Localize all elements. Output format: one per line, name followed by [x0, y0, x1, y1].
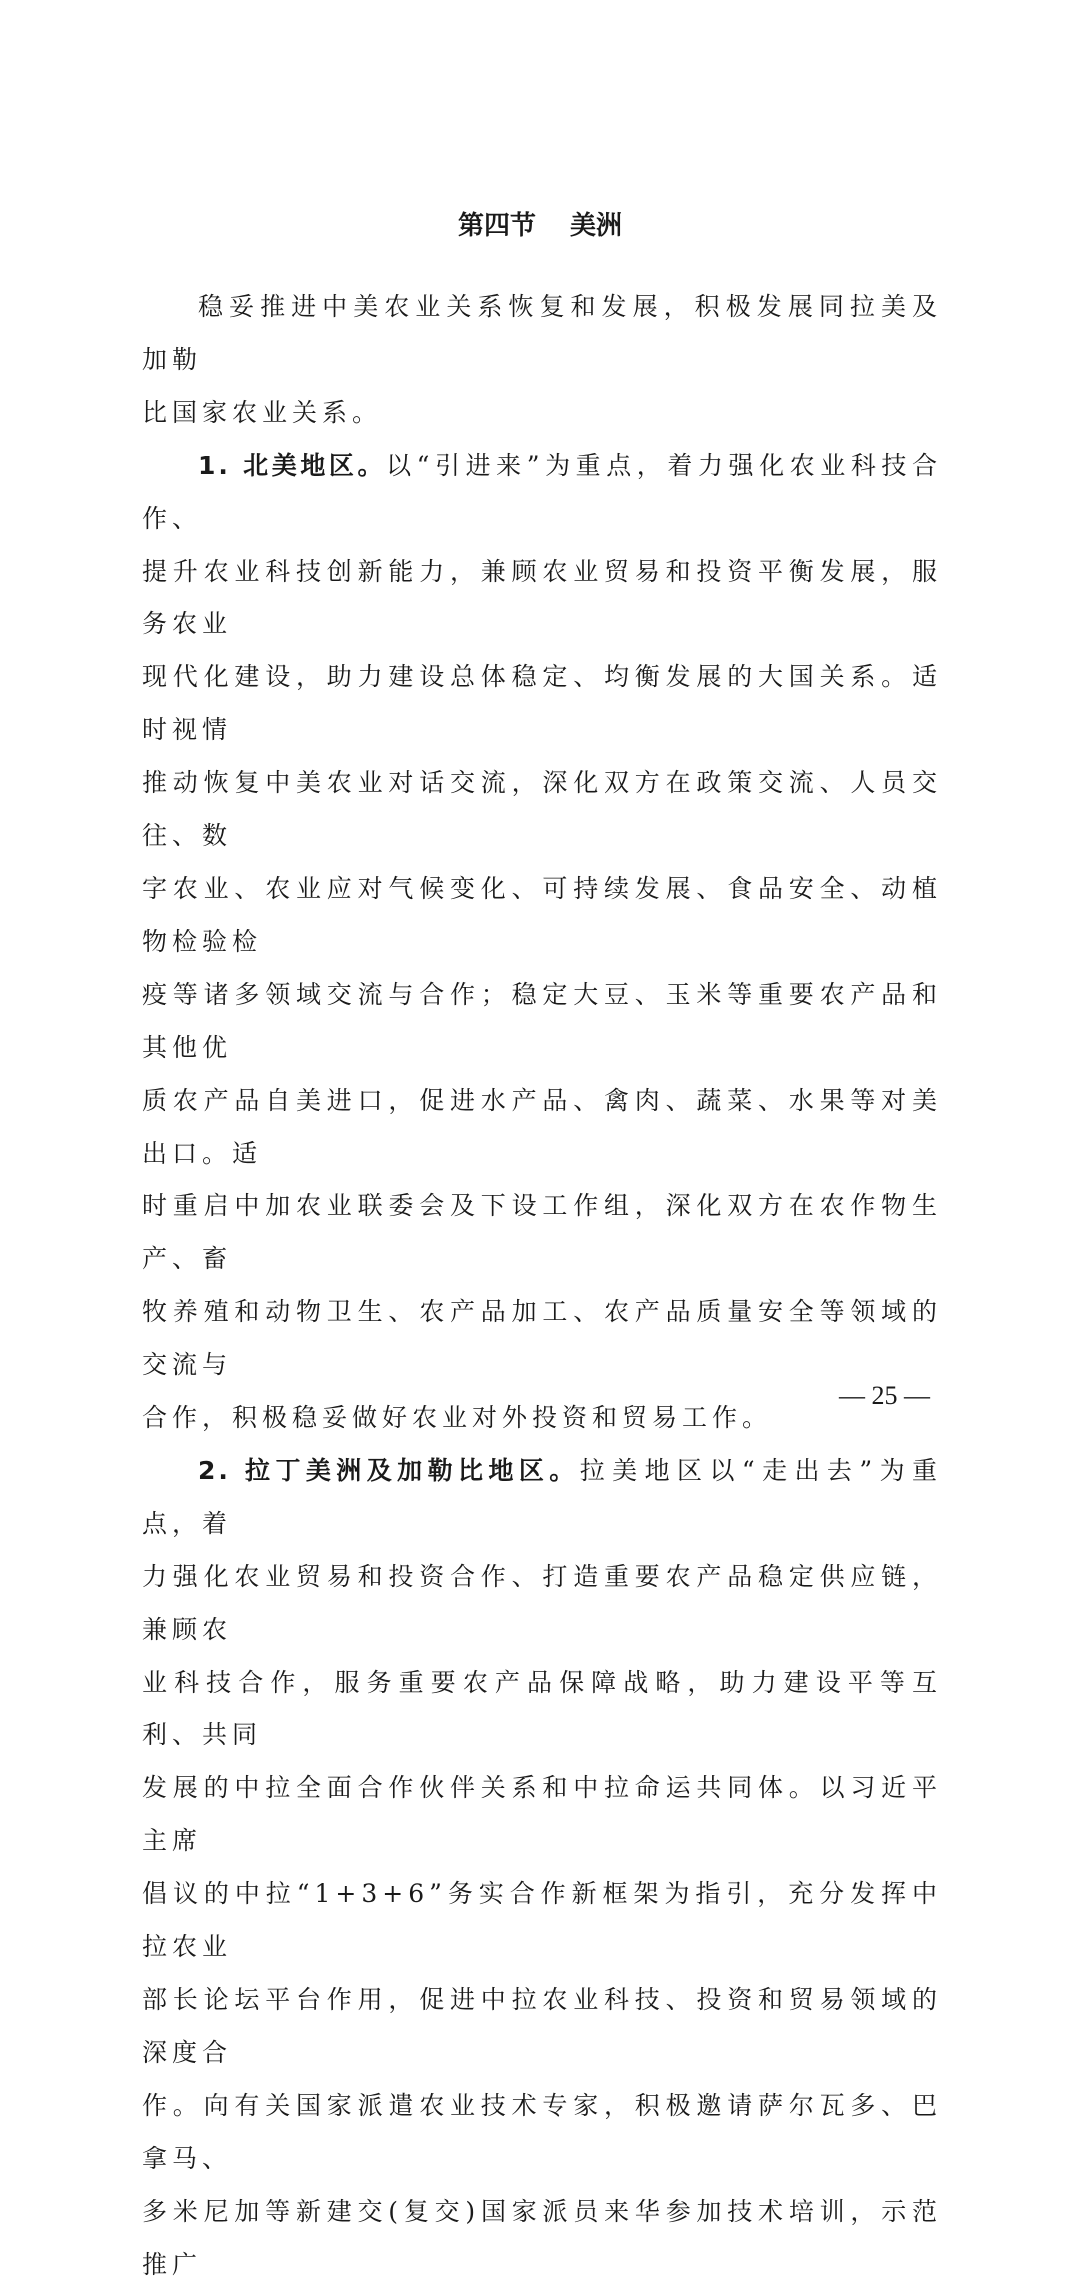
paragraph-intro: [142, 281, 942, 440]
paragraph-north-america-lead: 1. 北美地区。: [198, 450, 387, 480]
section-heading: [0, 200, 1080, 252]
paragraph-latin-america-text: 拉美地区以“走出去”为重点，着 力强化农业贸易和投资合作、打造重要农产品稳定供应链，兼顾农 业科技合作，服务重要农产品保障战略，助力建设平等互利、共同 发展的中拉全面合作伙伴关系和中拉命运共同体。以习近平主席 倡议的中拉“1+3+6”务实合作新框架为指引，充分发挥中拉农业 部长论坛平台作用，促进中拉农业科技、投资和贸易领域的深度合 作。向有关国家派遣农业技术专家，积极邀请萨尔瓦多、巴拿马、 多米尼加等新建交(复交)国家派员来华参加技术培训，示范推广: [142, 1455, 942, 2279]
paragraph-north-america: [142, 440, 942, 1445]
body-text: [142, 281, 942, 2291]
paragraph-intro-text: 稳妥推进中美农业关系恢复和发展，积极发展同拉美及加勒 比国家农业关系。: [142, 292, 942, 427]
paragraph-latin-america-lead: 2. 拉丁美洲及加勒比地区。: [198, 1455, 580, 1485]
paragraph-latin-america: [142, 1445, 942, 2291]
paragraph-north-america-text: 以“引进来”为重点，着力强化农业科技合作、 提升农业科技创新能力，兼顾农业贸易和投资平衡发展，服务农业 现代化建设，助力建设总体稳定、均衡发展的大国关系。适时视情 推动恢复中美农业对话交流，深化双方在政策交流、人员交往、数 字农业、农业应对气候变化、可持续发展、食品安全、动植物检验检 疫等诸多领域交流与合作；稳定大豆、玉米等重要农产品和其他优 质农产品自美进口，促进水产品、禽肉、蔬菜、水果等对美出口。适 时重启中加农业联委会及下设工作组，深化双方在农作物生产、畜 牧养殖和动物卫生、农产品加工、农产品质量安全等领域的交流与 合作，积极稳妥做好农业对外投资和贸易工作。: [142, 450, 942, 1433]
section-title: 美洲: [570, 211, 623, 241]
section-number: 第四节: [457, 211, 536, 241]
page-number: — 25 —: [839, 1381, 930, 1410]
